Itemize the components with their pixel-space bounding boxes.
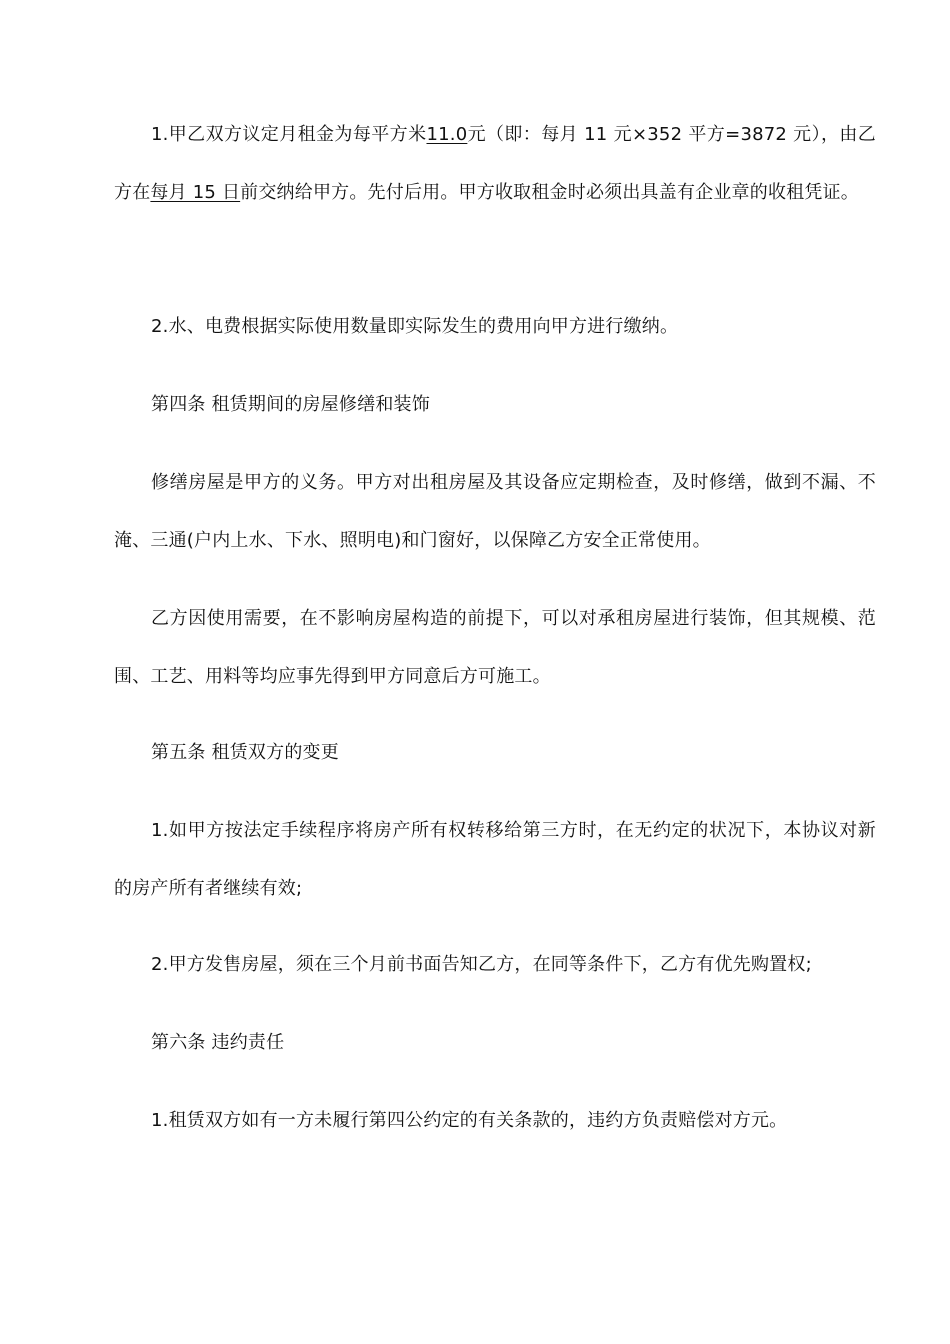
- rent-text-c: 前交纳给甲方。先付后用。甲方收取租金时必须出具盖有企业章的收租凭证。: [240, 182, 859, 203]
- clause-ownership-transfer: 1.如甲方按法定手续程序将房产所有权转移给第三方时，在无约定的状况下，本协议对新的房产所有者继续有效;: [114, 820, 876, 899]
- clause-utilities: 2.水、电费根据实际使用数量即实际发生的费用向甲方进行缴纳。: [151, 316, 679, 337]
- article-5-heading: 第五条 租赁双方的变更: [151, 742, 339, 763]
- rent-rate-underlined: 11.0: [426, 124, 468, 145]
- clause-sale-priority: 2.甲方发售房屋，须在三个月前书面告知乙方，在同等条件下，乙方有优先购置权;: [151, 954, 812, 975]
- article-4-heading: 第四条 租赁期间的房屋修缮和装饰: [151, 394, 430, 415]
- clause-repairs: 修缮房屋是甲方的义务。甲方对出租房屋及其设备应定期检查，及时修缮，做到不漏、不淹、三通(户内上水、下水、照明电)和门窗好，以保障乙方安全正常使用。: [114, 472, 876, 551]
- rent-due-underlined: 每月 15 日: [150, 182, 241, 203]
- clause-breach: 1.租赁双方如有一方未履行第四公约定的有关条款的，违约方负责赔偿对方元。: [151, 1110, 788, 1131]
- rent-text-a: 1.甲乙双方议定月租金为每平方米: [151, 124, 427, 145]
- clause-decoration: 乙方因使用需要，在不影响房屋构造的前提下，可以对承租房屋进行装饰，但其规模、范围、工艺、用料等均应事先得到甲方同意后方可施工。: [114, 608, 876, 687]
- clause-rent-amount: [114, 106, 876, 222]
- article-6-heading: 第六条 违约责任: [151, 1032, 285, 1053]
- rent-text-b: 元（即：每月 11 元×352 平方=3872 元），由乙方在: [114, 124, 877, 203]
